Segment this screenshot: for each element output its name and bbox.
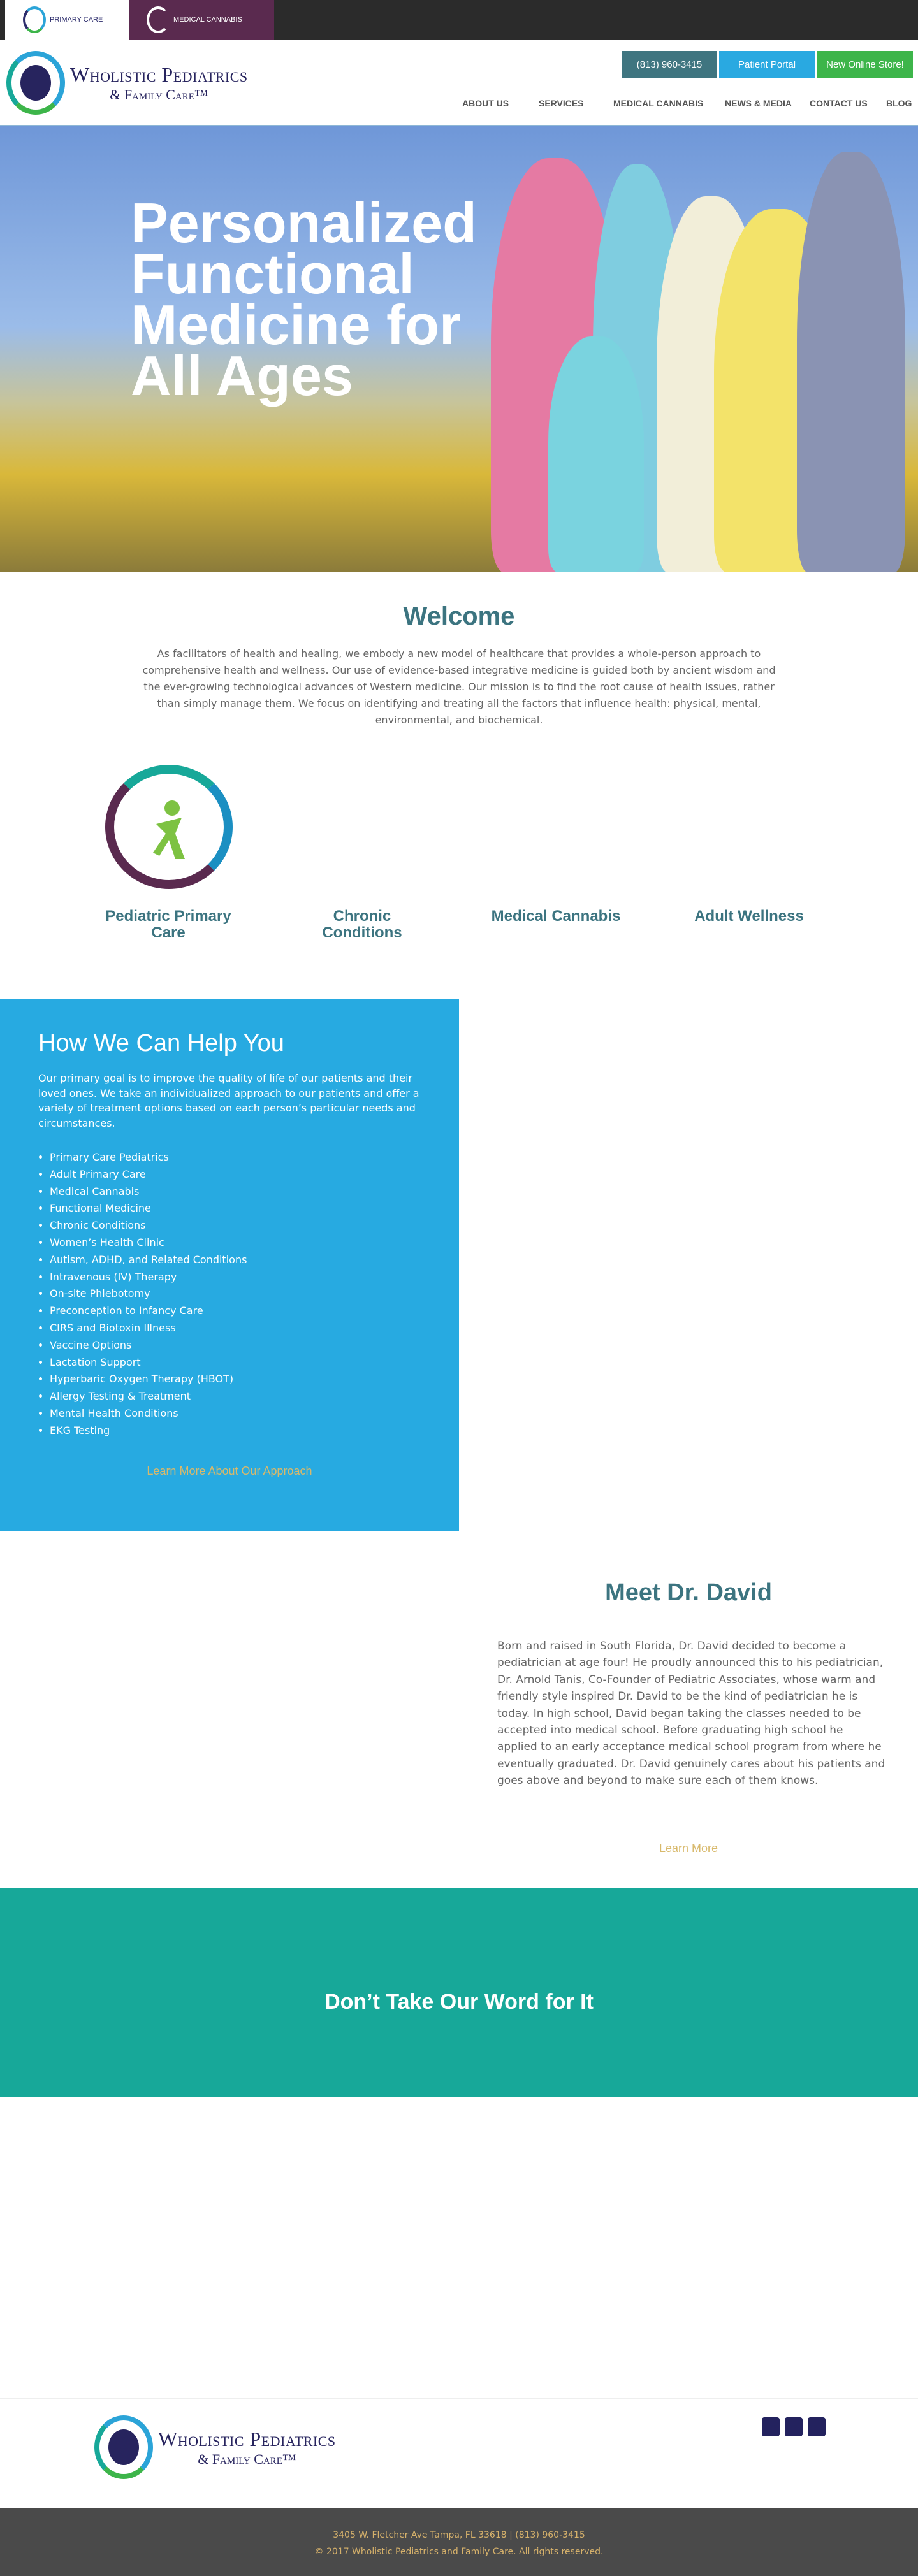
feature-adult-wellness[interactable]: Adult Wellness [694,908,804,925]
service-list-item: • Mental Health Conditions [50,1405,247,1422]
logo-line1: Wholistic Pediatrics [70,62,248,86]
service-list-item: • Vaccine Options [50,1337,247,1354]
doctor-bio: Born and raised in South Florida, Dr. David decided to become a pediatrician at age four! He proudly announced this to his pediatrician, Dr. Arnold Tanis, Co-Founder of Pediatric Associates, whose warm and friendly style inspired Dr. David to be the kind of pediatrician he is today. In high school, David began taking the classes needed to be accepted into medical school. Before graduating high school he applied to an early acceptance medical school program from where he eventually graduated. Dr. David genuinely cares about his patients and goes above and beyond to make sure each of them knows. [497,1640,885,1788]
learn-more-approach-link[interactable]: Learn More About Our Approach [147,1465,312,1477]
welcome-text: As facilitators of health and healing, we embody a new model of healthcare that provides a whole-person approach to comprehensive health and wellness. Our use of evidence-based integrative medicine is guided both by ancient wisdom and the ever-growing technological advances of Western medicine. Our mission is to find the root cause of health issues, rather than simply manage them. We focus on identifying and treating all the factors that influence health: physical, mental, environmental, and biochemical. [142,648,776,726]
service-list-item: • Women’s Health Clinic [50,1234,247,1252]
service-list-item: • Lactation Support [50,1354,247,1371]
service-list-item: • Medical Cannabis [50,1183,247,1201]
service-list-item: • Hyperbaric Oxygen Therapy (HBOT) [50,1371,247,1388]
footer-divider [0,2398,918,2399]
service-list-item: • Adult Primary Care [50,1166,247,1183]
cannabis-logo-icon [147,6,170,33]
testimonials-section [0,1888,918,2097]
primary-care-logo-icon [23,6,46,33]
top-bar [0,0,918,40]
feature-medical-cannabis[interactable]: Medical Cannabis [491,908,621,925]
testimonials-title: Don’t Take Our Word for It [324,1990,594,2014]
logo-mark-icon [6,51,65,115]
footer-address: 3405 W. Fletcher Ave Tampa, FL 33618 | (813) 960-3415 [333,2530,585,2540]
service-list-item: • Preconception to Infancy Care [50,1303,247,1320]
tab-primary-care[interactable] [5,0,129,40]
hero-photo-person [797,152,905,572]
service-list-item: • On-site Phlebotomy [50,1285,247,1303]
site-logo[interactable] [6,51,248,115]
footer-logo[interactable] [94,2415,336,2479]
help-title: How We Can Help You [38,1030,284,1057]
social-icon[interactable] [762,2417,780,2436]
online-store-button[interactable]: New Online Store! [817,51,913,78]
service-list-item: • CIRS and Biotoxin Illness [50,1320,247,1337]
service-list-item: • Allergy Testing & Treatment [50,1388,247,1405]
service-list-item: • Primary Care Pediatrics [50,1149,247,1166]
tab-label: MEDICAL CANNABIS [173,16,242,24]
welcome-title: Welcome [403,602,515,630]
phone-button[interactable]: (813) 960-3415 [622,51,717,78]
nav-news-media[interactable]: NEWS & MEDIA [725,98,792,108]
logo-mark-icon [94,2415,153,2479]
doctor-learn-more-link[interactable]: Learn More [659,1842,718,1855]
nav-services[interactable]: SERVICES [539,98,584,108]
feature-chronic-conditions[interactable]: Chronic Conditions [322,908,402,941]
hero-title: Personalized Functional Medicine for All Ages [131,191,477,407]
nav-blog[interactable]: BLOG [886,98,912,108]
hero-photo-person [548,336,644,572]
logo-line2: & Family Care™ [110,86,208,103]
service-list-item: • Autism, ADHD, and Related Conditions [50,1252,247,1269]
logo-line2: & Family Care™ [198,2450,296,2467]
how-we-help-section [0,999,459,1531]
pediatric-care-icon[interactable] [105,765,233,889]
logo-line1: Wholistic Pediatrics [158,2427,336,2450]
footer-copyright: © 2017 Wholistic Pediatrics and Family Care. All rights reserved. [314,2547,604,2557]
nav-about-us[interactable]: ABOUT US [462,98,509,108]
service-list-item: • Intravenous (IV) Therapy [50,1269,247,1286]
social-icon[interactable] [785,2417,803,2436]
service-list-item: • Chronic Conditions [50,1217,247,1234]
footer-bar [0,2508,918,2576]
service-list-item: • EKG Testing [50,1422,247,1440]
feature-pediatric-primary-care[interactable]: Pediatric Primary Care [105,908,231,941]
nav-contact-us[interactable]: CONTACT US [810,98,868,108]
help-text: Our primary goal is to improve the quality of life of our patients and their loved ones. We take an individualized approach to our patients and offer a variety of treatment options based on each person’s particular needs and circumstances. [38,1072,419,1129]
hero-banner [0,126,918,572]
nav-medical-cannabis[interactable]: MEDICAL CANNABIS [613,98,704,108]
site-header [0,40,918,126]
social-icon[interactable] [808,2417,826,2436]
service-list-item: • Functional Medicine [50,1200,247,1217]
services-list [50,1149,247,1440]
doctor-title: Meet Dr. David [605,1579,772,1606]
tab-medical-cannabis[interactable] [129,0,274,40]
tab-label: PRIMARY CARE [50,16,103,24]
patient-portal-button[interactable]: Patient Portal [719,51,815,78]
